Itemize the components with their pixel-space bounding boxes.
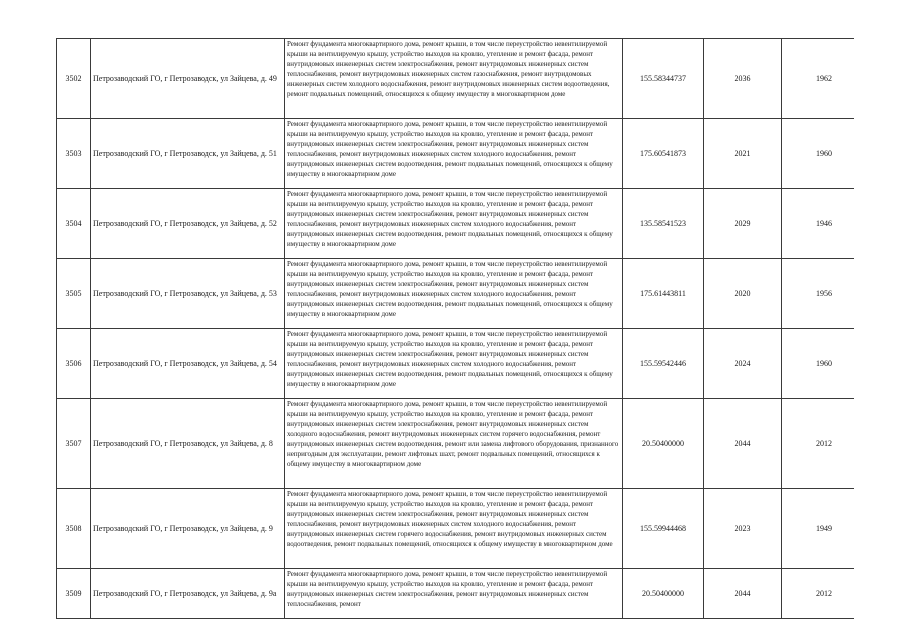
document-page — [56, 38, 854, 622]
repair-works: Ремонт фундамента многоквартирного дома, ремонт крыши, в том числе переустройство невентилируемой крыши на вентилируемую крышу, устройство выходов на кровлю, утепление и ремонт фасада, ремонт внутридомовых инженерных систем электроснабжения, ремонт внутридомовых инженерных систем теплоснабжения, ремонт внутридомовых инженерных систем холодного водоснабжения, ремонт внутридомовых инженерных систем водоотведения, ремонт подвальных помещений, относящихся к общему имуществу в многоквартирном доме — [285, 329, 623, 399]
build-year: 1960 — [782, 119, 855, 189]
row-number: 3504 — [57, 189, 91, 259]
build-year: 2012 — [782, 569, 855, 619]
table-row — [57, 119, 855, 189]
row-number: 3502 — [57, 39, 91, 119]
table-row — [57, 329, 855, 399]
house-address: Петрозаводский ГО, г Петрозаводск, ул Зайцева, д. 52 — [91, 189, 285, 259]
repair-works: Ремонт фундамента многоквартирного дома, ремонт крыши, в том числе переустройство невентилируемой крыши на вентилируемую крышу, устройство выходов на кровлю, утепление и ремонт фасада, ремонт внутридомовых инженерных систем электроснабжения, ремонт внутридомовых инженерных систем теплоснабжения, ремонт внутридомовых инженерных систем холодного водоснабжения, ремонт внутридомовых инженерных систем водоотведения, ремонт подвальных помещений, относящихся к общему имуществу в многоквартирном доме — [285, 189, 623, 259]
planned-year: 2044 — [704, 399, 782, 489]
planned-year: 2036 — [704, 39, 782, 119]
row-number: 3505 — [57, 259, 91, 329]
table-row — [57, 39, 855, 119]
build-year: 1949 — [782, 489, 855, 569]
house-address: Петрозаводский ГО, г Петрозаводск, ул Зайцева, д. 51 — [91, 119, 285, 189]
planned-year: 2023 — [704, 489, 782, 569]
row-number: 3503 — [57, 119, 91, 189]
table-row — [57, 399, 855, 489]
repair-works: Ремонт фундамента многоквартирного дома, ремонт крыши, в том числе переустройство невентилируемой крыши на вентилируемую крышу, устройство выходов на кровлю, утепление и ремонт фасада, ремонт внутридомовых инженерных систем электроснабжения, ремонт внутридомовых инженерных систем теплоснабжения, ремонт внутридомовых инженерных систем холодного водоснабжения, ремонт внутридомовых инженерных систем горячего водоснабжения, ремонт внутридомовых инженерных систем водоотведения, ремонт подвальных помещений, относящихся к общему имуществу в многоквартирном доме — [285, 489, 623, 569]
table-row — [57, 569, 855, 619]
house-address: Петрозаводский ГО, г Петрозаводск, ул Зайцева, д. 9а — [91, 569, 285, 619]
build-year: 1956 — [782, 259, 855, 329]
build-year: 2012 — [782, 399, 855, 489]
build-year: 1960 — [782, 329, 855, 399]
planned-year: 2029 — [704, 189, 782, 259]
house-address: Петрозаводский ГО, г Петрозаводск, ул Зайцева, д. 49 — [91, 39, 285, 119]
planned-year: 2044 — [704, 569, 782, 619]
planned-year: 2024 — [704, 329, 782, 399]
table-row — [57, 489, 855, 569]
house-address: Петрозаводский ГО, г Петрозаводск, ул Зайцева, д. 8 — [91, 399, 285, 489]
repair-cost: 135.58541523 — [623, 189, 704, 259]
repair-cost: 155.59542446 — [623, 329, 704, 399]
capital-repair-table — [56, 38, 854, 619]
repair-works: Ремонт фундамента многоквартирного дома, ремонт крыши, в том числе переустройство невентилируемой крыши на вентилируемую крышу, устройство выходов на кровлю, утепление и ремонт фасада, ремонт внутридомовых инженерных систем электроснабжения, ремонт внутридомовых инженерных систем теплоснабжения, ремонт внутридомовых инженерных систем газоснабжения, ремонт внутридомовых инженерных систем холодного водоснабжения, ремонт внутридомовых инженерных систем водоотведения, ремонт подвальных помещений, относящихся к общему имуществу в многоквартирном доме — [285, 39, 623, 119]
row-number: 3506 — [57, 329, 91, 399]
table-row — [57, 259, 855, 329]
row-number: 3509 — [57, 569, 91, 619]
house-address: Петрозаводский ГО, г Петрозаводск, ул Зайцева, д. 53 — [91, 259, 285, 329]
repair-cost: 20.50400000 — [623, 569, 704, 619]
planned-year: 2021 — [704, 119, 782, 189]
repair-works: Ремонт фундамента многоквартирного дома, ремонт крыши, в том числе переустройство невентилируемой крыши на вентилируемую крышу, устройство выходов на кровлю, утепление и ремонт фасада, ремонт внутридомовых инженерных систем электроснабжения, ремонт внутридомовых инженерных систем холодного водоснабжения, ремонт внутридомовых инженерных систем горячего водоснабжения, ремонт внутридомовых инженерных систем водоотведения, ремонт или замена лифтового оборудования, признанного непригодным для эксплуатации, ремонт лифтовых шахт, ремонт подвальных помещений, относящихся к общему имуществу в многоквартирном доме — [285, 399, 623, 489]
row-number: 3507 — [57, 399, 91, 489]
house-address: Петрозаводский ГО, г Петрозаводск, ул Зайцева, д. 9 — [91, 489, 285, 569]
build-year: 1946 — [782, 189, 855, 259]
repair-cost: 175.60541873 — [623, 119, 704, 189]
repair-works: Ремонт фундамента многоквартирного дома, ремонт крыши, в том числе переустройство невентилируемой крыши на вентилируемую крышу, устройство выходов на кровлю, утепление и ремонт фасада, ремонт внутридомовых инженерных систем электроснабжения, ремонт внутридомовых инженерных систем теплоснабжения, ремонт внутридомовых инженерных систем холодного водоснабжения, ремонт внутридомовых инженерных систем водоотведения, ремонт подвальных помещений, относящихся к общему имуществу в многоквартирном доме — [285, 119, 623, 189]
house-address: Петрозаводский ГО, г Петрозаводск, ул Зайцева, д. 54 — [91, 329, 285, 399]
repair-cost: 20.50400000 — [623, 399, 704, 489]
planned-year: 2020 — [704, 259, 782, 329]
table-row — [57, 189, 855, 259]
repair-cost: 155.59944468 — [623, 489, 704, 569]
repair-cost: 155.58344737 — [623, 39, 704, 119]
repair-cost: 175.61443811 — [623, 259, 704, 329]
repair-works: Ремонт фундамента многоквартирного дома, ремонт крыши, в том числе переустройство невентилируемой крыши на вентилируемую крышу, устройство выходов на кровлю, утепление и ремонт фасада, ремонт внутридомовых инженерных систем электроснабжения, ремонт внутридомовых инженерных систем теплоснабжения, ремонт — [285, 569, 623, 619]
row-number: 3508 — [57, 489, 91, 569]
build-year: 1962 — [782, 39, 855, 119]
repair-works: Ремонт фундамента многоквартирного дома, ремонт крыши, в том числе переустройство невентилируемой крыши на вентилируемую крышу, устройство выходов на кровлю, утепление и ремонт фасада, ремонт внутридомовых инженерных систем электроснабжения, ремонт внутридомовых инженерных систем теплоснабжения, ремонт внутридомовых инженерных систем холодного водоснабжения, ремонт внутридомовых инженерных систем водоотведения, ремонт подвальных помещений, относящихся к общему имуществу в многоквартирном доме — [285, 259, 623, 329]
